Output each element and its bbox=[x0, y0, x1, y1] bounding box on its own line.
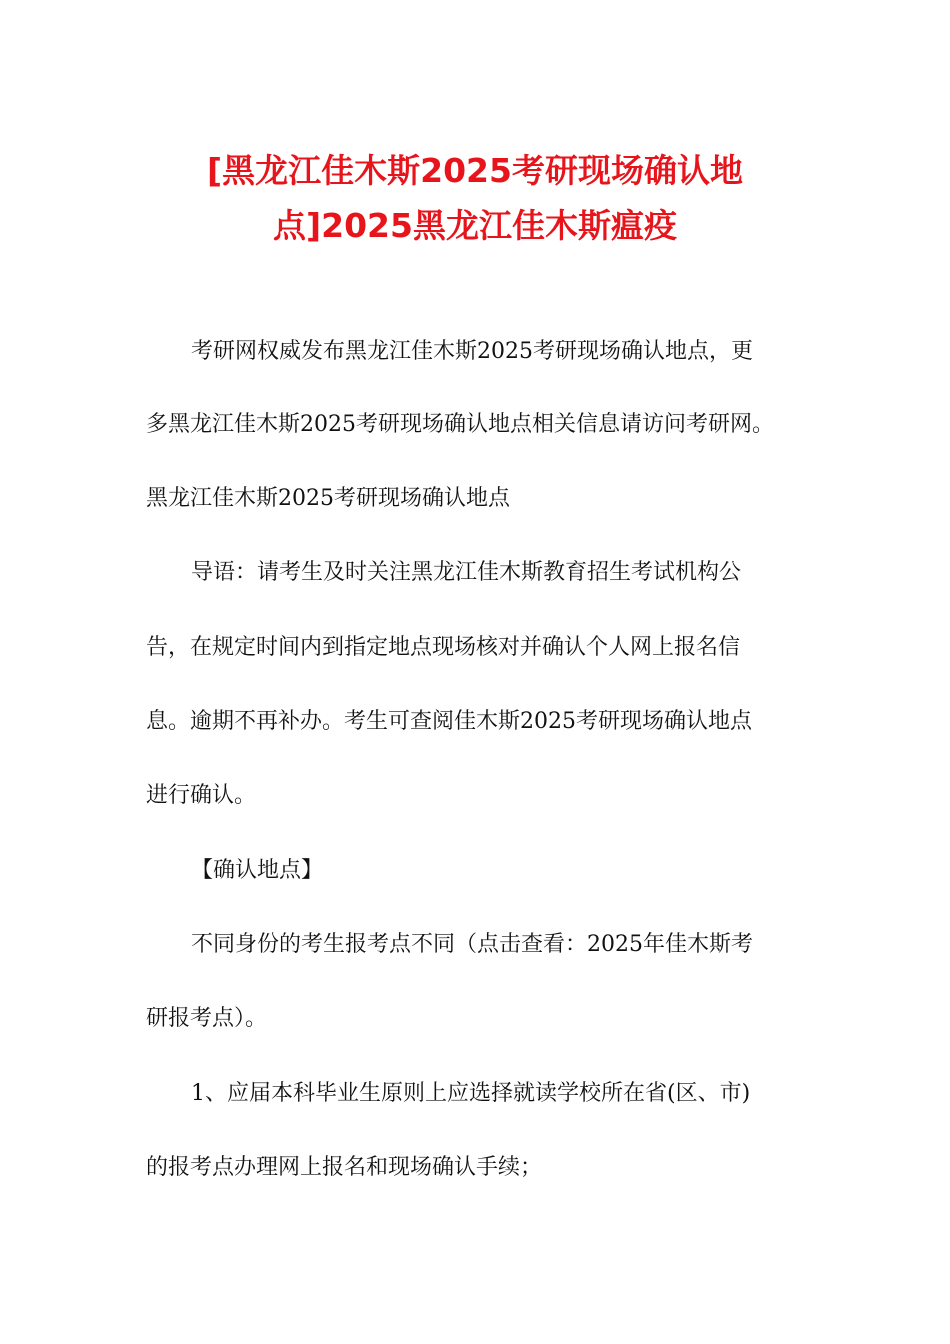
paragraph-line: 黑龙江佳木斯2025考研现场确认地点 bbox=[146, 486, 510, 511]
paragraph-line: 1、应届本科毕业生原则上应选择就读学校所在省(区、市) bbox=[191, 1081, 751, 1106]
paragraph-line: 进行确认。 bbox=[146, 783, 257, 808]
paragraph-line: 的报考点办理网上报名和现场确认手续； bbox=[146, 1155, 543, 1180]
section-heading: 【确认地点】 bbox=[191, 858, 324, 883]
paragraph-line: 告，在规定时间内到指定地点现场核对并确认个人网上报名信 bbox=[146, 635, 741, 660]
paragraph-line: 研报考点）。 bbox=[146, 1006, 268, 1031]
title-line-1: [黑龙江佳木斯2025考研现场确认地 bbox=[207, 151, 743, 190]
paragraph-line: 导语：请考生及时关注黑龙江佳木斯教育招生考试机构公 bbox=[191, 560, 742, 585]
paragraph-line: 息。逾期不再补办。考生可查阅佳木斯2025考研现场确认地点 bbox=[146, 709, 752, 734]
paragraph-line: 不同身份的考生报考点不同（点击查看：2025年佳木斯考 bbox=[191, 932, 753, 957]
document-title bbox=[100, 143, 850, 253]
paragraph-line: 考研网权威发布黑龙江佳木斯2025考研现场确认地点，更 bbox=[191, 339, 753, 364]
paragraph-line: 多黑龙江佳木斯2025考研现场确认地点相关信息请访问考研网。 bbox=[146, 412, 774, 437]
title-line-2: 点]2025黑龙江佳木斯瘟疫 bbox=[273, 206, 677, 245]
